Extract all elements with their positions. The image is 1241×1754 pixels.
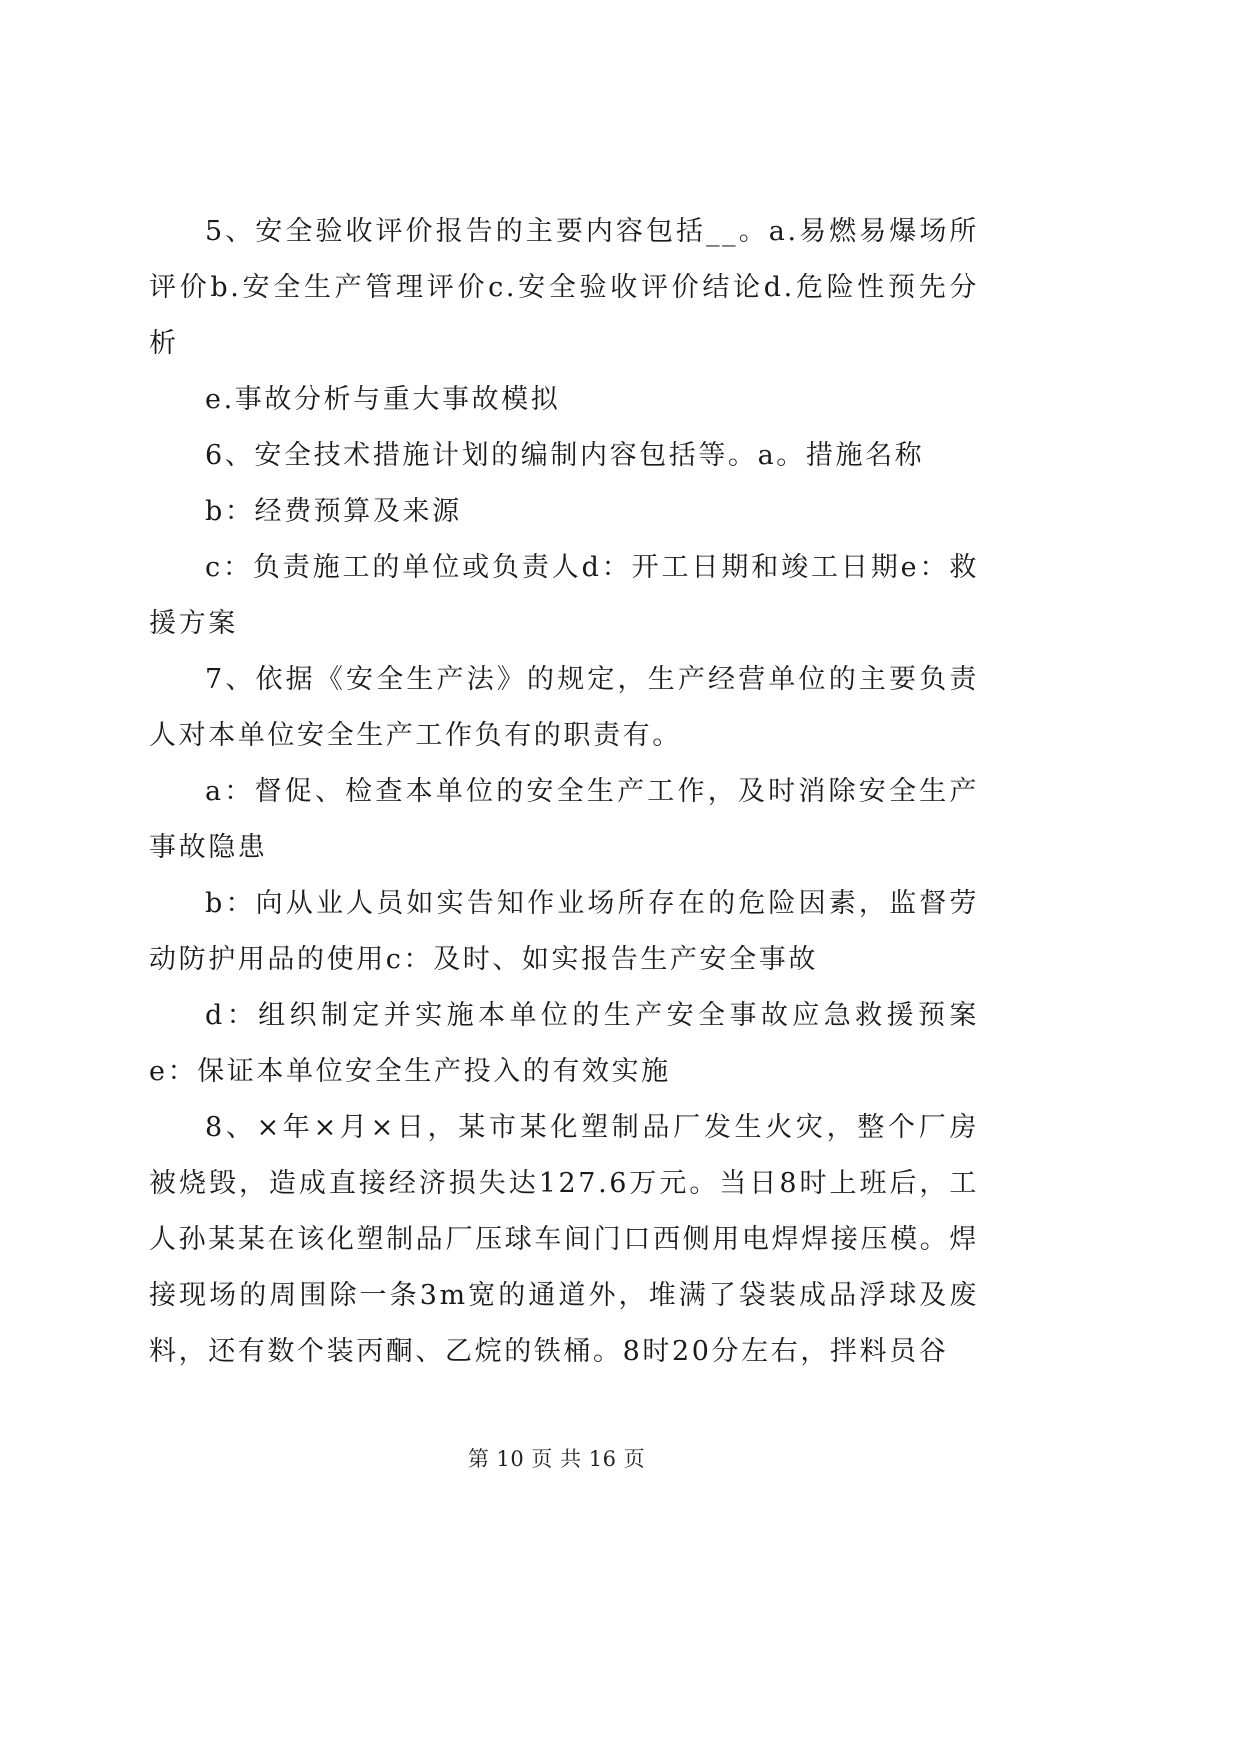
paragraph-question-6: 6、安全技术措施计划的编制内容包括等。a。措施名称 [205,440,925,471]
paragraph-option-7b-c: b：向从业人员如实告知作业场所存在的危险因素，监督劳动防护用品的使用c：及时、如实报告生产安全事故 [149,888,979,975]
page-number-footer: 第 10 页 共 16 页 [467,1447,646,1471]
paragraph-option-7d-e: d：组织制定并实施本单位的生产安全事故应急救援预案e：保证本单位安全生产投入的有效实施 [149,1000,979,1087]
paragraph-question-8: 8、×年×月×日，某市某化塑制品厂发生火灾，整个厂房被烧毁，造成直接经济损失达127.6万元。当日8时上班后，工人孙某某在该化塑制品厂压球车间门口西侧用电焊焊接压模。焊接现场的周围除一条3m宽的通道外，堆满了袋装成品浮球及废料，还有数个装丙酮、乙烷的铁桶。8时20分左右，拌料员谷 [149,1112,979,1367]
paragraph-option-6c-e: c：负责施工的单位或负责人d：开工日期和竣工日期e：救援方案 [149,552,979,639]
paragraph-option-7a: a：督促、检查本单位的安全生产工作，及时消除安全生产事故隐患 [149,776,979,863]
paragraph-option-6b: b：经费预算及来源 [205,496,462,527]
paragraph-question-7: 7、依据《安全生产法》的规定，生产经营单位的主要负责人对本单位安全生产工作负有的职责有。 [149,664,979,751]
paragraph-question-5: 5、安全验收评价报告的主要内容包括__。a.易燃易爆场所评价b.安全生产管理评价c.安全验收评价结论d.危险性预先分析 [149,216,979,359]
paragraph-option-5e: e.事故分析与重大事故模拟 [205,384,561,415]
document-body [149,204,979,1380]
